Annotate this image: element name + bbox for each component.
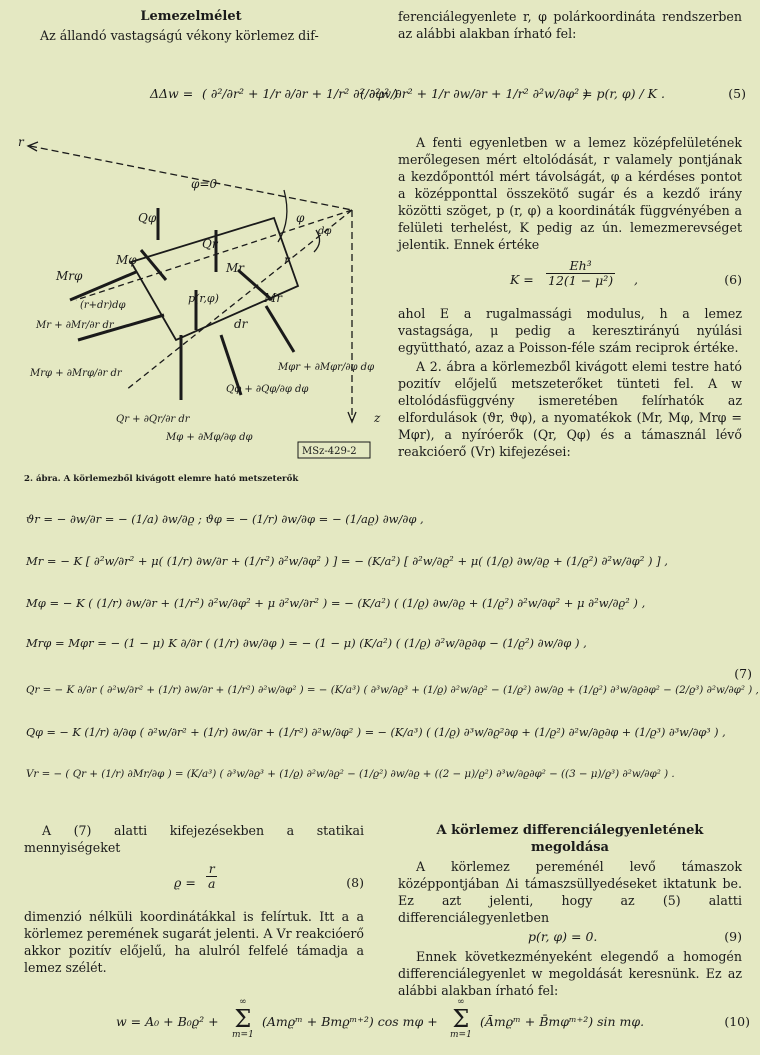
- equation-6: [398, 257, 742, 301]
- label-phi: φ: [296, 211, 305, 225]
- label-mphir-plus: Mφr + ∂Mφr/∂φ dφ: [278, 362, 375, 373]
- sum-2-sigma: Σ: [452, 1005, 470, 1033]
- equation-9: [398, 926, 742, 948]
- sum-2-upper: ∞: [457, 997, 465, 1007]
- label-load: p(r,φ): [188, 292, 219, 305]
- left-column-top: [22, 8, 360, 44]
- eq5-operator: ( ∂²/∂r² + 1/r ∂/∂r + 1/r² ∂²/∂φ² ): [202, 86, 398, 101]
- paragraph-constants: ahol E a rugalmassági modulus, h a lemez vastagsága, μ pedig a keresztirányú nyúlási együttható, azaz a Poisson-féle szám reciprok értéke.: [398, 306, 742, 355]
- eq7-row-mrphi: Mrφ = Mφr = − (1 − μ) K ∂/∂r ( (1/r) ∂w/∂φ ) = − (1 − μ) (K/a²) ( (1/ϱ) ∂²w/∂ϱ∂φ − (1/ϱ²) ∂w/∂φ ) ,: [26, 636, 587, 650]
- label-r: r: [284, 253, 290, 267]
- stamp-label: MSz-429-2: [302, 446, 357, 457]
- paragraph-static-quantities: A (7) alatti kifejezésekben a statikai mennyiségeket: [24, 823, 364, 855]
- eq8-lhs: ϱ =: [174, 875, 196, 890]
- eq7-row-rotations: ϑr = − ∂w/∂r = − (1/a) ∂w/∂ϱ ; ϑφ = − (1/r) ∂w/∂φ = − (1/aϱ) ∂w/∂φ ,: [26, 512, 424, 526]
- eq9-number: (9): [724, 929, 742, 944]
- equation-7-block: [26, 508, 759, 796]
- right-column-bottom: [398, 822, 742, 999]
- paragraph-dimensionless: dimenzió nélküli koordinátákkal is felírtuk. Itt a a körlemez peremének sugarát jelenti. A Vr reakcióerő akkor pozitív előjelű, ha alulról felfelé támadja a lemez szélét.: [24, 909, 364, 975]
- left-column-bottom: [24, 822, 364, 976]
- label-qr-plus: Qr + ∂Qr/∂r dr: [116, 414, 190, 425]
- eq5-number: (5): [728, 86, 746, 101]
- eq5-expression: ( ∂²w/∂r² + 1/r ∂w/∂r + 1/r² ∂²w/∂φ² ): [360, 86, 589, 101]
- eq8-fraction: [206, 862, 217, 891]
- eq5-rhs: = p(r, φ) / K .: [582, 86, 665, 101]
- eq7-row-mphi: Mφ = − K ( (1/r) ∂w/∂r + (1/r²) ∂²w/∂φ² + μ ∂²w/∂r² ) = − (K/a²) ( (1/ϱ) ∂w/∂ϱ + (1/ϱ²) ∂²w/∂φ² + μ ∂²w/∂ϱ² ) ,: [26, 596, 646, 610]
- right-column-top: [398, 8, 742, 42]
- label-z-axis: z: [374, 411, 381, 425]
- eq8-numerator: r: [206, 862, 217, 877]
- section-heading-lemezelmelet: Lemezelmélet: [140, 9, 242, 24]
- figure-caption: 2. ábra. A körlemezből kivágott elemre ható metszeterők: [24, 474, 299, 484]
- eq10-sum-1: [232, 998, 254, 1040]
- eq9-body: p(r, φ) = 0.: [528, 929, 598, 944]
- eq7-row-vr: Vr = − ( Qr + (1/r) ∂Mr/∂φ ) = (K/a³) ( ∂³w/∂ϱ³ + (1/ϱ) ∂²w/∂ϱ² − (1/ϱ²) ∂w/∂ϱ + ((2 − μ)/ϱ²) ∂³w/∂ϱ∂φ² − ((3 − μ)/ϱ³) ∂²w/∂φ² ) .: [26, 768, 675, 780]
- paragraph: ferenciálegyenlete r, φ polárkoordináta rendszerben az alábbi alakban írható fel:: [398, 9, 742, 41]
- figure-diagram: [16, 130, 386, 468]
- eq7-row-qr: Qr = − K ∂/∂r ( ∂²w/∂r² + (1/r) ∂w/∂r + (1/r²) ∂²w/∂φ² ) = − (K/a³) ( ∂³w/∂ϱ³ + (1/ϱ) ∂²w/∂ϱ² − (1/ϱ²) ∂w/∂ϱ + (1/ϱ²) ∂³w/∂ϱ∂φ² − (2/ϱ³) ∂²w/∂φ² ) ,: [26, 684, 759, 696]
- equation-8: [24, 860, 364, 904]
- label-qphi-plus: Qφ + ∂Qφ/∂φ dφ: [226, 384, 309, 395]
- eq8-number: (8): [346, 875, 364, 890]
- equation-10: [116, 996, 750, 1046]
- sum-1-lower: m=1: [232, 1030, 254, 1040]
- eq10-lhs: w = A₀ + B₀ϱ² +: [116, 1014, 219, 1029]
- label-mr-plus: Mr + ∂Mr/∂r dr: [36, 320, 114, 331]
- label-mphi-plus: Mφ + ∂Mφ/∂φ dφ: [166, 432, 253, 443]
- eq10-sum-2: [450, 998, 472, 1040]
- label-mrphi: Mrφ: [56, 269, 83, 283]
- eq6-number: (6): [724, 272, 742, 287]
- eq6-denominator: 12(1 − μ²): [548, 273, 614, 288]
- label-dphi: dφ: [318, 226, 332, 237]
- right-column-middle: [398, 134, 742, 460]
- sum-1-sigma: Σ: [234, 1005, 252, 1033]
- label-mphi: Mφ: [116, 253, 137, 267]
- label-phi0: φ=0: [191, 177, 218, 191]
- label-qr: Qr: [202, 237, 218, 251]
- label-mr: Mr: [226, 261, 245, 275]
- label-dr: dr: [234, 317, 248, 331]
- eq6-tail: ,: [634, 272, 638, 287]
- sum-1-upper: ∞: [239, 997, 247, 1007]
- eq6-lhs: K =: [510, 272, 534, 287]
- eq7-row-mr: Mr = − K [ ∂²w/∂r² + μ( (1/r) ∂w/∂r + (1/r²) ∂²w/∂φ² ) ] = − (K/a²) [ ∂²w/∂ϱ² + μ( (1/ϱ) ∂w/∂ϱ + (1/ϱ²) ∂²w/∂φ² ) ] ,: [26, 554, 668, 568]
- paragraph-homogeneous: Ennek következményeként elegendő a homogén differenciálegyenlet w megoldását keresnünk. Ez az alábbi alakban írható fel:: [398, 949, 742, 998]
- eq8-denominator: a: [208, 876, 216, 891]
- paragraph: Az állandó vastagságú vékony körlemez dif-: [40, 28, 319, 43]
- eq7-number: (7): [734, 666, 752, 681]
- label-mr-2: Mr: [264, 291, 283, 305]
- label-rdr: (r+dr)dφ: [80, 300, 126, 311]
- section-heading-solution: A körlemez differenciálegyenletének megoldása: [436, 823, 704, 855]
- label-mrphi-plus: Mrφ + ∂Mrφ/∂r dr: [30, 368, 122, 379]
- paragraph-figure-ref: A 2. ábra a körlemezből kivágott elemi testre ható pozitív előjelű metszeterőket tünteti fel. A w eltolódásfüggvény ismeretében felírhatók az elfordulások (ϑr, ϑφ), a nyomatékok (Mr, Mφ, Mrφ = Mφr), a nyíróerők (Qr, Qφ) és a támasznál lévő reakcióerő (Vr) kifejezései:: [398, 359, 742, 459]
- eq6-fraction: [546, 259, 615, 288]
- eq10-number: (10): [724, 1014, 750, 1029]
- paragraph-support-settlement: A körlemez pereménél levő támaszok középpontjában Δi támaszsüllyedéseket iktatunk be. Ez azt jelenti, hogy az (5) alatti differenciálegyenletben: [398, 859, 742, 925]
- eq10-cos-term: (Amϱᵐ + Bmϱᵐ⁺²) cos mφ +: [262, 1014, 438, 1029]
- label-r-axis: r: [18, 135, 24, 149]
- sum-2-lower: m=1: [450, 1030, 472, 1040]
- eq10-sin-term: (Āmϱᵐ + B̄mφᵐ⁺²) sin mφ.: [480, 1014, 645, 1029]
- figure-2: [16, 130, 386, 468]
- eq6-numerator: Eh³: [546, 259, 615, 274]
- arrow-mphir-plus: [266, 306, 294, 352]
- paragraph-definitions: A fenti egyenletben w a lemez középfelületének merőlegesen mért eltolódását, r valamely pontjának a kezdőponttól mért távolságát, φ a kérdéses pontot a középponttal összekötő sugár és a kezdő irány közötti szöget, p (r, φ) a koordináták függvényében a felületi terhelést, K pedig az ún. lemezmerevséget jelentik. Ennek értéke: [398, 135, 742, 252]
- equation-5: [150, 74, 746, 116]
- label-qphi: Qφ: [138, 211, 157, 225]
- eq5-lhs: ΔΔw =: [150, 86, 194, 101]
- eq7-row-qphi: Qφ = − K (1/r) ∂/∂φ ( ∂²w/∂r² + (1/r) ∂w/∂r + (1/r²) ∂²w/∂φ² ) = − (K/a³) ( (1/ϱ) ∂³w/∂ϱ²∂φ + (1/ϱ²) ∂²w/∂ϱ∂φ + (1/ϱ³) ∂³w/∂φ³ ) ,: [26, 726, 726, 739]
